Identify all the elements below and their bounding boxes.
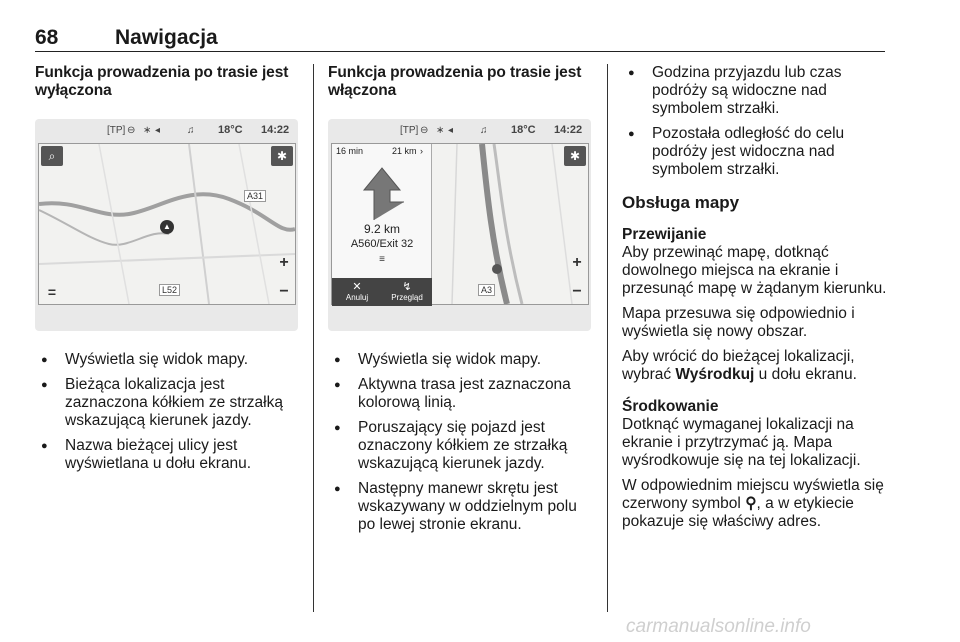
bluetooth-icon: ∗ (436, 125, 445, 136)
location-pin-icon: ⚲ (745, 495, 757, 512)
watermark: carmanualsonline.info (626, 616, 811, 637)
paragraph: Mapa przesuwa się odpowiednio i wyświetla się nowy obszar. (622, 305, 855, 340)
menu-icon[interactable]: = (47, 284, 57, 300)
volume-icon: ◂ (155, 125, 161, 136)
text-span: W odpowiednim miejscu wyświetla się czerwony symbol (622, 477, 884, 512)
temperature: 18°C (218, 124, 243, 136)
page-header (35, 24, 885, 52)
cancel-label: Anuluj (345, 293, 369, 302)
music-icon: ♫ (480, 125, 488, 136)
bullet-list (35, 351, 300, 473)
source-label: [TP] (107, 125, 126, 136)
status-bar (35, 119, 298, 143)
source-label: [TP] (400, 125, 419, 136)
text-span: , a w etykiecie pokazuje się właściwy adres. (622, 495, 854, 530)
clock: 14:22 (554, 124, 583, 136)
overview-label: Przegląd (391, 293, 423, 302)
maneuver-distance: 9.2 km (363, 222, 400, 236)
maneuver-exit: A560/Exit 32 (350, 238, 414, 250)
signal-icon: ⊖ (127, 125, 136, 136)
list-item: ● Pozostała odległość do celu podróży jest widoczna nad symbolem strzałki. (622, 125, 892, 179)
center-keyword: Wyśrodkuj (675, 366, 755, 383)
center-heading: Środkowanie (622, 398, 719, 415)
list-item: ● Nazwa bieżącej ulicy jest wyświetlana u dołu ekranu. (35, 437, 300, 473)
zoom-out-icon[interactable]: − (572, 283, 582, 300)
volume-icon: ◂ (448, 125, 454, 136)
list-item: ● Bieżąca lokalizacja jest zaznaczona kółkiem ze strzałką wskazującą kierunek jazdy. (35, 376, 300, 430)
text-span: u dołu ekranu. (754, 366, 857, 383)
route-overview-icon: ↯ (402, 281, 412, 293)
maneuver-panel (332, 144, 432, 306)
list-item: ● Wyświetla się widok mapy. (328, 351, 593, 369)
turn-arrow-icon (332, 162, 432, 222)
chevron-right-icon: › (420, 146, 423, 156)
status-bar (328, 119, 591, 143)
settings-gear-icon[interactable]: ✱ (271, 146, 293, 166)
paragraph: Dotknąć wymaganej lokalizacji na ekranie i przytrzymać ją. Mapa wyśrodkowuje się na tej lokalizacji. (622, 416, 861, 469)
list-item: ● Godzina przyjazdu lub czas podróży są widoczne nad symbolem strzałki. (622, 64, 892, 118)
eta-distance: 21 km (392, 146, 417, 156)
current-road-label: A3 (478, 284, 495, 296)
chapter-title: Nawigacja (115, 26, 218, 49)
map-screen-illustration (35, 119, 298, 331)
map-view[interactable] (38, 143, 296, 305)
bullet-list (622, 64, 892, 179)
clock: 14:22 (261, 124, 290, 136)
column-divider (607, 64, 608, 612)
bullet-list (328, 351, 593, 534)
paragraph: Aby przewinąć mapę, dotknąć dowolnego miejsca na ekranie i przesunąć mapę w żądanym kierunku. (622, 244, 887, 297)
paragraph (622, 477, 892, 531)
road-number-label: A31 (244, 190, 266, 202)
current-location-arrow-icon: ▲ (160, 220, 174, 234)
guidance-screen-illustration (328, 119, 591, 331)
cancel-button[interactable] (332, 278, 382, 306)
column-divider (313, 64, 314, 612)
list-item: ● Następny manewr skrętu jest wskazywany w oddzielnym polu po lewej stronie ekranu. (328, 480, 593, 534)
section-title: Obsługa mapy (622, 193, 740, 212)
eta-time: 16 min (336, 146, 364, 156)
music-icon: ♫ (187, 125, 195, 136)
bluetooth-icon: ∗ (143, 125, 152, 136)
list-item: ● Wyświetla się widok mapy. (35, 351, 300, 369)
section-subtitle: Funkcja prowadzenia po trasie jest wyłączona (35, 64, 289, 99)
list-icon[interactable]: ≡ (379, 254, 385, 265)
overview-button[interactable] (382, 278, 432, 306)
settings-gear-icon[interactable]: ✱ (564, 146, 586, 166)
list-item: ● Poruszający się pojazd jest oznaczony kółkiem ze strzałką wskazującą kierunek jazdy. (328, 419, 593, 473)
guidance-buttons (332, 278, 432, 306)
current-street-label: L52 (159, 284, 180, 296)
column-guidance-off (35, 64, 300, 480)
list-item: ● Aktywna trasa jest zaznaczona kolorową linią. (328, 376, 593, 412)
scroll-heading: Przewijanie (622, 226, 707, 243)
page-number: 68 (35, 26, 59, 49)
search-icon[interactable]: ⌕ (41, 146, 63, 166)
map-view[interactable] (331, 143, 589, 305)
column-map-operation (622, 64, 892, 538)
zoom-in-icon[interactable]: + (572, 254, 582, 271)
section-subtitle: Funkcja prowadzenia po trasie jest włączona (328, 64, 582, 99)
temperature: 18°C (511, 124, 536, 136)
text-span: Aby wrócić do bieżącej lokalizacji, wybrać (622, 348, 855, 383)
paragraph (622, 348, 892, 384)
close-icon: ✕ (352, 281, 362, 293)
eta-row (336, 146, 428, 160)
zoom-out-icon[interactable]: − (279, 283, 289, 300)
signal-icon: ⊖ (420, 125, 429, 136)
zoom-in-icon[interactable]: + (279, 254, 289, 271)
column-guidance-on (328, 64, 593, 541)
